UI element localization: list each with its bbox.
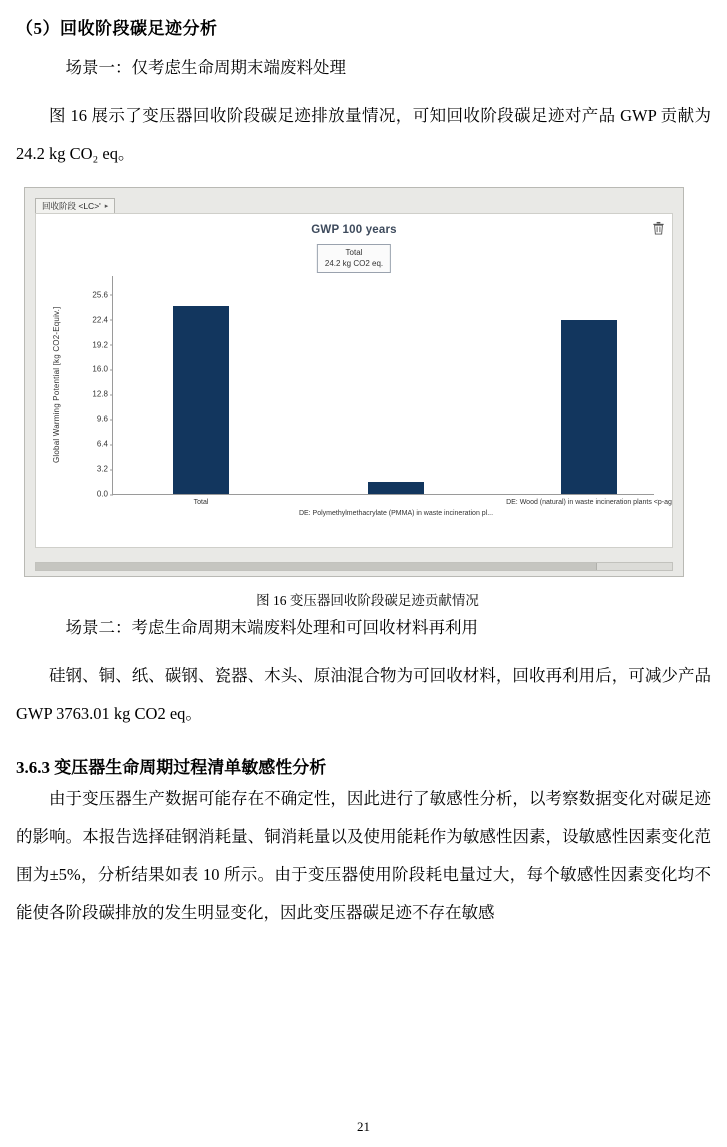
y-tick: 16.0 (92, 365, 113, 374)
y-tick: 22.4 (92, 315, 113, 324)
y-tick: 3.2 (97, 465, 113, 474)
chart-panel (35, 213, 673, 548)
x-tick-label: Total (193, 499, 209, 506)
horizontal-scrollbar[interactable] (35, 562, 673, 571)
section-title: （5）回收阶段碳足迹分析 (16, 19, 218, 38)
total-label: Total (345, 248, 363, 257)
chart-title: GWP 100 years (311, 224, 397, 236)
total-annotation-box (317, 244, 391, 273)
y-tick: 19.2 (92, 340, 113, 349)
y-tick: 0.0 (97, 490, 113, 499)
y-tick: 12.8 (92, 390, 113, 399)
figure-caption: 图 16 变压器回收阶段碳足迹贡献情况 (256, 593, 479, 608)
lca-tool-window (24, 187, 684, 577)
scenario-one-text: 场景一：仅考虑生命周期末端废料处理 (65, 58, 346, 77)
figure-intro-paragraph: 图 16 展示了变压器回收阶段碳足迹排放量情况，可知回收阶段碳足迹对产品 GWP 贡献为 24.2 kg CO₂ eq。 (16, 106, 711, 163)
y-axis-label: Global Warming Potential [kg CO2-Equiv.] (52, 306, 61, 464)
page-number: 21 (357, 1119, 370, 1134)
tab-recovery-stage[interactable] (35, 198, 115, 213)
figure-16 (16, 187, 711, 609)
bar-pmma-incineration[interactable] (368, 482, 424, 494)
plot-area (92, 276, 672, 517)
x-tick-label: DE: Wood (natural) in waste incineration plants <p-ag (506, 499, 672, 506)
bar-total[interactable] (173, 306, 229, 494)
window-tab-bar (35, 196, 673, 213)
document-page (0, 14, 727, 1147)
trash-icon[interactable] (652, 221, 665, 235)
scrollbar-thumb[interactable] (36, 563, 597, 570)
sensitivity-paragraph: 由于变压器生产数据可能存在不确定性，因此进行了敏感性分析，以考察数据变化对碳足迹的影响。本报告选择硅钢消耗量、铜消耗量以及使用能耗作为敏感性因素，设敏感性因素变化范围为±5%，分析结果如表 10 所示。由于变压器使用阶段耗电量过大，每个敏感性因素变化均不能使各阶段碳排放的发生明显变化，因此变压器碳足迹不存在敏感 (16, 789, 711, 922)
section-heading-363: 3.6.3 变压器生命周期过程清单敏感性分析 (16, 758, 327, 777)
tab-label: 回收阶段 <LC>' (42, 201, 101, 211)
chevron-right-icon: ▸ (104, 203, 109, 210)
total-value: 24.2 kg CO2 eq. (324, 259, 384, 268)
x-tick-label: DE: Polymethylmethacrylate (PMMA) in waste incineration pl... (298, 510, 494, 517)
y-tick: 9.6 (97, 415, 113, 424)
y-tick: 25.6 (92, 290, 113, 299)
y-tick: 6.4 (97, 440, 113, 449)
bar-wood-incineration[interactable] (561, 320, 617, 494)
recycling-paragraph: 硅钢、铜、纸、碳钢、瓷器、木头、原油混合物为可回收材料，回收再利用后，可减少产品 GWP 3763.01 kg CO2 eq。 (16, 666, 711, 723)
scenario-two-text: 场景二：考虑生命周期末端废料处理和可回收材料再利用 (65, 618, 478, 637)
